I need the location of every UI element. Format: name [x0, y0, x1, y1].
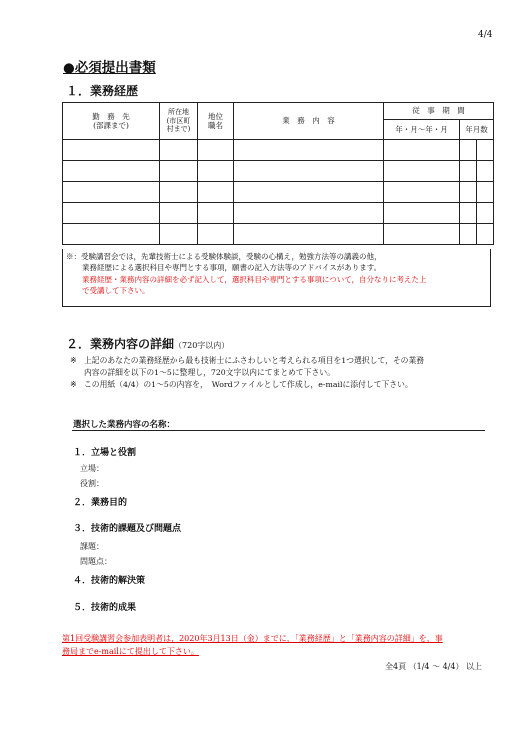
- item-solution-heading: ４．技術的解決策: [73, 576, 146, 586]
- seminar-note: ※：受験講習会では，先輩技術士による受験体験談，受験の心構え，勉強方法等の講義の他， 業務経歴による選択科目や専門とする事項，願書の記入方法等のアドバイスがあります。 業務経歴・業務内容の詳細を必ず記入して，選択科目や専門とする事項について，自分なりに考えた上 で受講して下さい。: [62, 249, 491, 307]
- submission-deadline: 第1回受験講習会参加表明者は，2020年3月13日（金）までに，「業務経歴」と「業務内容の詳細」を，事 務局までe-mailにて提出して下さい。: [62, 634, 443, 656]
- problem-field-label: 問題点：: [80, 557, 112, 566]
- header-content: 業 務 内 容: [234, 103, 384, 140]
- selected-work-label: 選択した業務内容の名称：: [73, 420, 176, 430]
- red-note-line: で受講して下さい。: [82, 285, 150, 295]
- item-purpose-heading: ２．業務目的: [73, 498, 128, 508]
- header-period: 従 事 期 間: [384, 103, 494, 120]
- issue-field-label: 課題：: [80, 542, 104, 551]
- table-row: [63, 140, 494, 161]
- work-history-table: [62, 102, 494, 245]
- role-field-label: 役割：: [80, 479, 104, 488]
- table-row: [63, 161, 494, 182]
- page-number: 4/4: [478, 30, 493, 40]
- table-row: [63, 203, 494, 224]
- section-title: ●必須提出書類: [63, 60, 156, 76]
- page-footer: 全4頁 （1/4 ～ 4/4） 以上: [385, 662, 483, 671]
- instruction-item: ※ 上記のあなたの業務経歴から最も技術士にふさわしいと考えられる項目を1つ選択して，その業務 内容の詳細を以下の1～5に整理し，720文字以内にてまとめて下さい。: [70, 356, 425, 378]
- item-issues-heading: ３．技術的課題及び問題点: [73, 524, 182, 534]
- header-location: 所在地 (市区町 村まで): [160, 103, 198, 140]
- item-role-heading: １．立場と役割: [73, 448, 137, 458]
- position-field-label: 立場：: [80, 464, 104, 473]
- header-company: 勤 務 先 (部課まで): [63, 103, 160, 140]
- instruction-item: ※ この用紙（4/4）の1～5の内容を， Wordファイルとして作成し，e-mailに添付して下さい。: [70, 380, 413, 390]
- header-position: 地位 職名: [198, 103, 234, 140]
- item-results-heading: ５．技術的成果: [73, 603, 137, 613]
- work-detail-instructions: [70, 355, 495, 391]
- table-row: [63, 224, 494, 245]
- header-period-range: 年・月～年・月: [384, 120, 460, 140]
- table-row: [63, 182, 494, 203]
- red-note-line: 業務経歴・業務内容の詳細を必ず記入して，選択科目や専門とする事項について，自分なりに考えた上: [82, 274, 427, 284]
- work-history-heading: １．業務経歴: [66, 84, 139, 98]
- header-years: 年月数: [460, 120, 494, 140]
- work-detail-heading: ２．業務内容の詳細（720字以内）: [66, 337, 230, 351]
- selected-work-field[interactable]: [72, 430, 485, 431]
